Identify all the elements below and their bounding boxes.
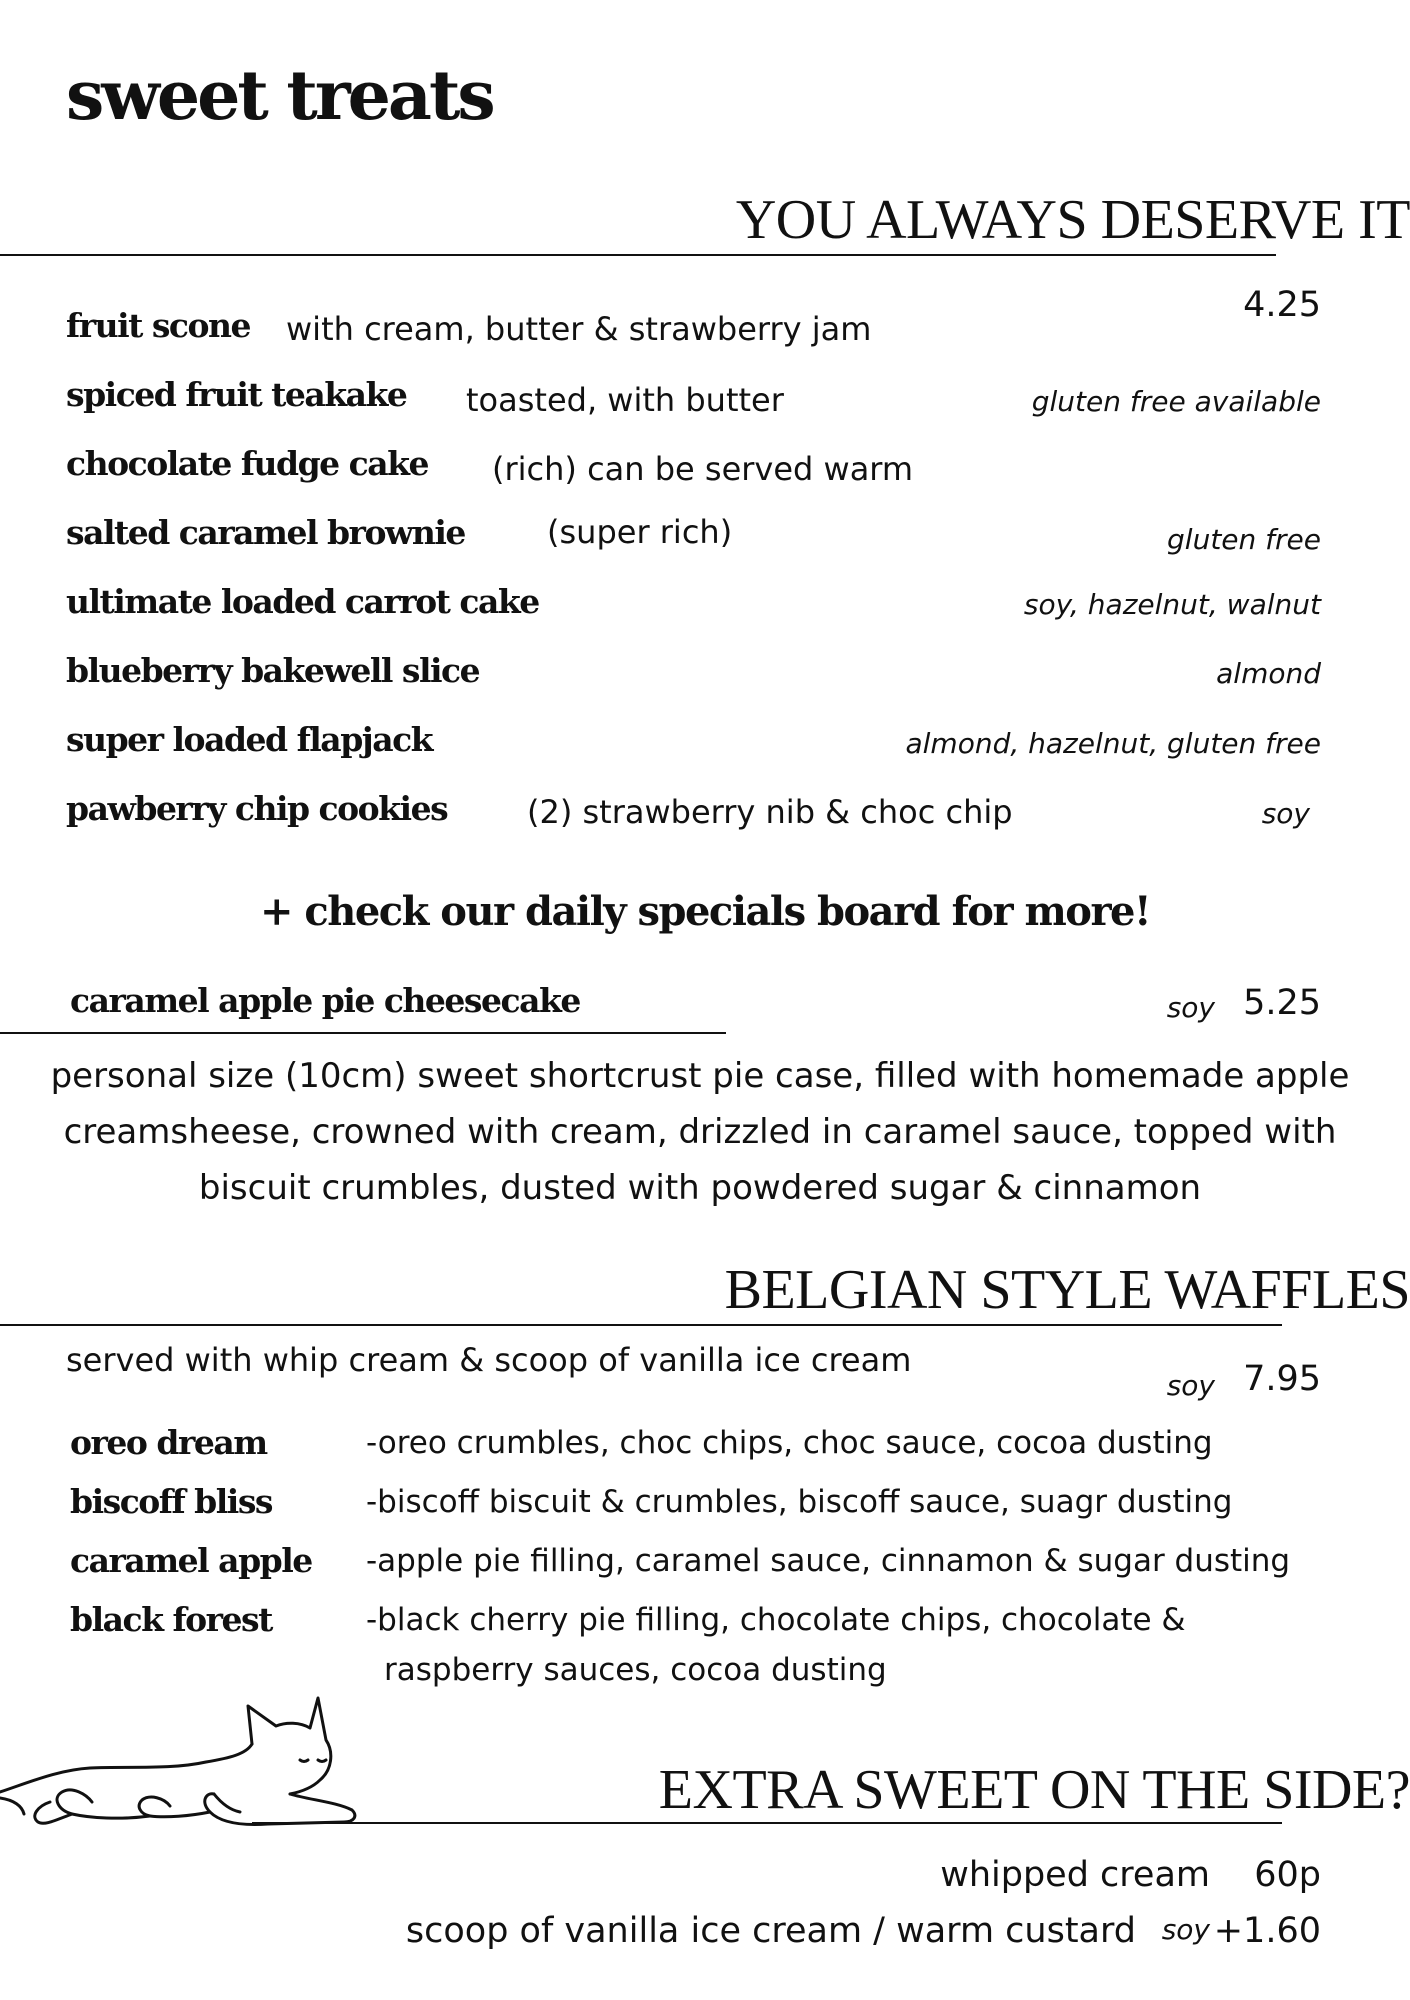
- treat-tag: almond: [1216, 657, 1321, 690]
- treat-name: fruit scone: [66, 306, 251, 345]
- waffle-desc: -oreo crumbles, choc chips, choc sauce, cocoa dusting: [366, 1425, 1213, 1461]
- extra-price: 60p: [1254, 1855, 1321, 1895]
- treat-tag: almond, hazelnut, gluten free: [905, 727, 1321, 760]
- treat-tag: soy: [1261, 797, 1310, 830]
- page-title: sweet treats: [66, 56, 493, 136]
- waffle-name: black forest: [70, 1600, 272, 1639]
- waffle-desc-continued: raspberry sauces, cocoa dusting: [384, 1652, 887, 1688]
- waffle-name: oreo dream: [70, 1423, 267, 1462]
- treat-name: salted caramel brownie: [66, 513, 465, 552]
- treat-tag: soy, hazelnut, walnut: [1023, 588, 1321, 621]
- treat-name: pawberry chip cookies: [66, 789, 448, 828]
- treat-name: chocolate fudge cake: [66, 444, 429, 483]
- treat-name: super loaded flapjack: [66, 720, 433, 759]
- cheesecake-tag: soy: [1166, 991, 1215, 1024]
- extra-tag: soy: [1161, 1913, 1210, 1946]
- waffle-name: biscoff bliss: [70, 1482, 272, 1521]
- cheesecake-price: 5.25: [1243, 983, 1321, 1023]
- treat-name: spiced fruit teakake: [66, 375, 407, 414]
- treat-tag: gluten free available: [1031, 385, 1321, 418]
- cheesecake-name: caramel apple pie cheesecake: [70, 981, 580, 1020]
- treat-desc: with cream, butter & strawberry jam: [286, 310, 872, 348]
- treat-desc: (rich) can be served warm: [492, 450, 914, 488]
- waffles-served-with: served with whip cream & scoop of vanilla ice cream: [66, 1341, 912, 1379]
- extra-price: +1.60: [1213, 1911, 1321, 1951]
- waffle-desc: -apple pie filling, caramel sauce, cinnamon & sugar dusting: [366, 1543, 1291, 1579]
- waffle-desc: -black cherry pie filling, chocolate chips, chocolate &: [366, 1602, 1186, 1638]
- extra-label: whipped cream: [940, 1855, 1210, 1895]
- divider: [0, 1324, 1282, 1326]
- treat-desc: toasted, with butter: [466, 381, 784, 419]
- treat-name: blueberry bakewell slice: [66, 651, 480, 690]
- waffles-price: 7.95: [1243, 1359, 1321, 1399]
- waffle-name: caramel apple: [70, 1541, 312, 1580]
- section-heading-waffles: BELGIAN STYLE WAFFLES: [724, 1259, 1410, 1321]
- divider: [0, 254, 1276, 256]
- waffle-desc: -biscoff biscuit & crumbles, biscoff sauce, suagr dusting: [366, 1484, 1233, 1520]
- cheesecake-description: personal size (10cm) sweet shortcrust pie case, filled with homemade apple creamsheese, crowned with cream, drizzled in caramel sauce, topped with biscuit crumbles, dusted with powdered sugar & cinnamon: [50, 1056, 1350, 1208]
- waffles-tag: soy: [1166, 1369, 1215, 1402]
- specials-note: + check our daily specials board for more!: [259, 888, 1151, 935]
- treat-tag: gluten free: [1167, 523, 1321, 556]
- section-heading-treats: YOU ALWAYS DESERVE IT: [735, 189, 1410, 251]
- treats-price: 4.25: [1243, 285, 1321, 325]
- section-heading-extras: EXTRA SWEET ON THE SIDE?: [658, 1759, 1410, 1821]
- treat-desc: (2) strawberry nib & choc chip: [527, 793, 1013, 831]
- treat-desc: (super rich): [547, 513, 733, 551]
- extra-label: scoop of vanilla ice cream / warm custard: [405, 1911, 1136, 1951]
- divider: [0, 1032, 726, 1034]
- divider: [252, 1822, 1282, 1824]
- treat-name: ultimate loaded carrot cake: [66, 582, 539, 621]
